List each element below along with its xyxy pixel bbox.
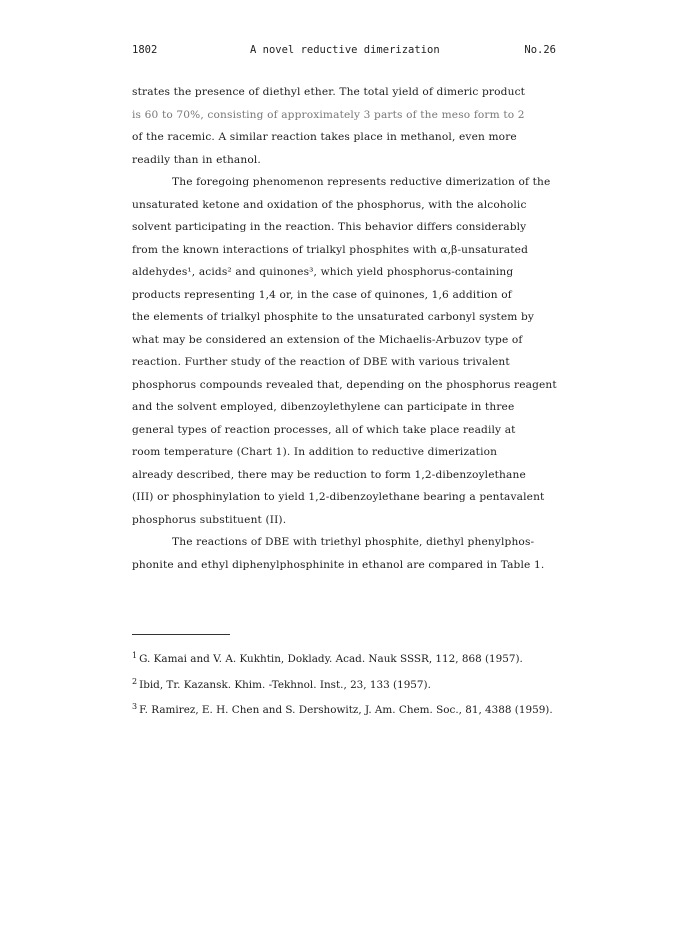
footnote-mark: 3 — [132, 702, 138, 711]
body-text — [132, 81, 572, 576]
footnote-mark: 1 — [132, 651, 138, 660]
body-line: unsaturated ketone and oxidation of the phosphorus, with the alcoholic — [132, 198, 527, 211]
body-line: already described, there may be reduction to form 1,2-dibenzoylethane — [132, 468, 526, 481]
footnote — [132, 671, 572, 697]
body-line: (III) or phosphinylation to yield 1,2-dibenzoylethane bearing a pentavalent — [132, 491, 545, 503]
footnote-mark: 2 — [132, 676, 138, 686]
running-header — [132, 44, 556, 60]
body-line: reaction. Further study of the reaction of DBE with various trivalent — [132, 356, 510, 368]
body-line: and the solvent employed, dibenzoylethylene can participate in three — [132, 401, 515, 413]
body-line: what may be considered an extension of the Michaelis-Arbuzov type of — [132, 333, 523, 346]
body-line: strates the presence of diethyl ether. The total yield of dimeric product — [132, 86, 526, 98]
body-line: phonite and ethyl diphenylphosphinite in ethanol are compared in Table 1. — [132, 558, 545, 571]
footnote — [132, 696, 572, 722]
page-number: 1802 — [132, 44, 158, 56]
body-line: phosphorus compounds revealed that, depending on the phosphorus reagent — [132, 378, 557, 391]
body-line: aldehydes¹, acids² and quinones³, which yield phosphorus-containing — [132, 266, 514, 278]
body-line: products representing 1,4 or, in the case of quinones, 1,6 addition of — [132, 288, 512, 301]
issue-number: No.26 — [524, 44, 556, 56]
paragraph-first-line: The reactions of DBE with triethyl phosphite, diethyl phenylphos- — [172, 536, 535, 548]
footnote-text: G. Kamai and V. A. Kukhtin, Doklady. Acad. Nauk SSSR, 112, 868 (1957). — [139, 653, 523, 665]
running-title: A novel reductive dimerization — [250, 44, 440, 56]
body-line: readily than in ethanol. — [132, 153, 261, 166]
body-line: the elements of trialkyl phosphite to the unsaturated carbonyl system by — [132, 311, 535, 323]
body-line: from the known interactions of trialkyl phosphites with α,β-unsaturated — [132, 243, 528, 256]
footnote-text: Ibid, Tr. Kazansk. Khim. -Tekhnol. Inst., 23, 133 (1957). — [139, 678, 431, 691]
body-line: general types of reaction processes, all of which take place readily at — [132, 423, 516, 436]
body-line: solvent participating in the reaction. This behavior differs considerably — [132, 221, 527, 233]
footnotes — [132, 645, 572, 722]
body-line: room temperature (Chart 1). In addition to reductive dimerization — [132, 446, 498, 458]
body-line: is 60 to 70%, consisting of approximately 3 parts of the meso form to 2 — [132, 108, 525, 121]
footnote-text: F. Ramirez, E. H. Chen and S. Dershowitz, J. Am. Chem. Soc., 81, 4388 (1959). — [139, 704, 553, 716]
body-line: phosphorus substituent (II). — [132, 513, 287, 526]
paragraph-first-line: The foregoing phenomenon represents reductive dimerization of the — [172, 176, 551, 188]
body-line: of the racemic. A similar reaction takes place in methanol, even more — [132, 131, 517, 143]
footnote-rule — [132, 634, 230, 635]
footnote — [132, 645, 572, 671]
